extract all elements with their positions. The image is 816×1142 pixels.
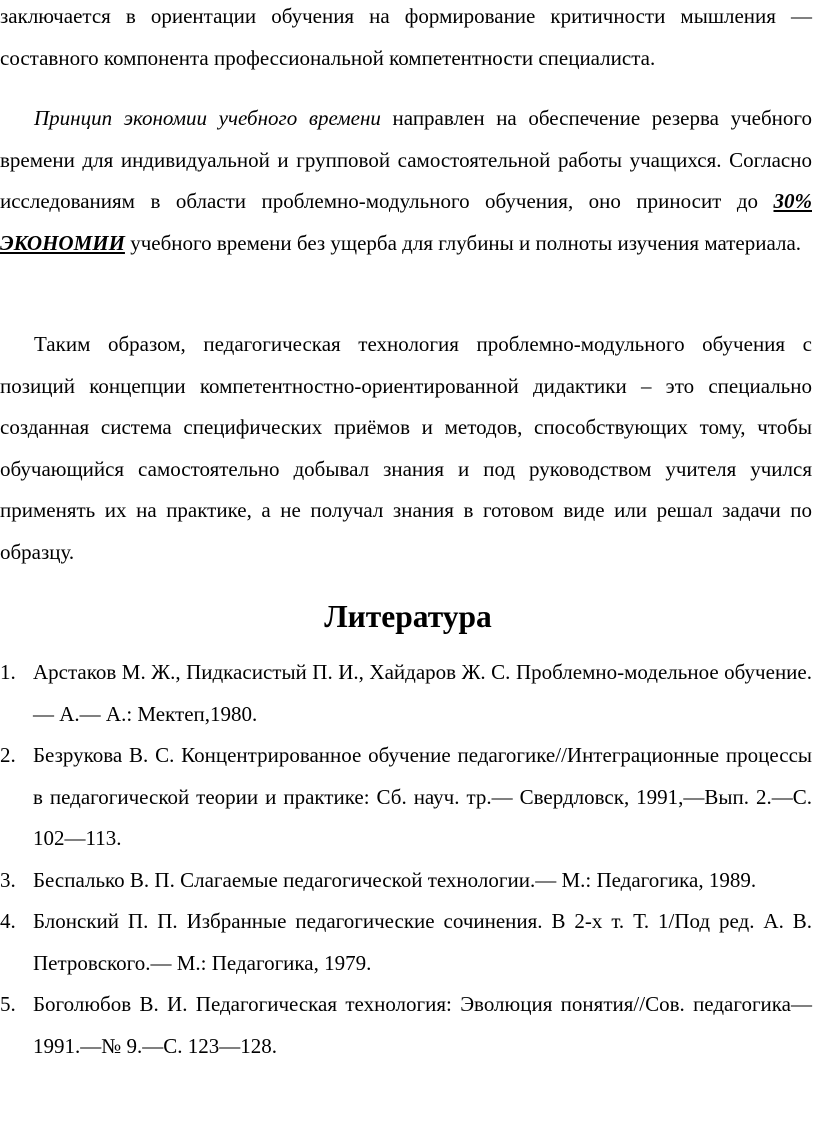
paragraph-text: направлен на обеспечение резерва учебного времени для индивидуальной и групповой самостоятельной работы учащихся. Согласно исследованиям в области проблемно-модульного обучения, оно приносит до bbox=[0, 106, 812, 213]
economy-emphasis: 30% ЭКОНОМИИ bbox=[0, 189, 812, 255]
reference-item bbox=[0, 901, 812, 984]
literature-heading: Литература bbox=[324, 599, 492, 634]
reference-text: Беспалько В. П. Слагаемые педагогической технологии.— М.: Педагогика, 1989. bbox=[33, 867, 757, 892]
reference-number: 5. bbox=[0, 992, 16, 1016]
reference-number: 1. bbox=[0, 660, 16, 684]
reference-item bbox=[0, 652, 812, 735]
reference-text: Блонский П. П. Избранные педагогические сочинения. В 2-х т. Т. 1/Под ред. А. В. Петровского.— М.: Педагогика, 1979. bbox=[33, 909, 812, 975]
paragraph-text: учебного времени без ущерба для глубины и полноты изучения материала. bbox=[124, 230, 802, 255]
reference-item bbox=[0, 860, 812, 902]
reference-number: 3. bbox=[0, 867, 16, 892]
paragraph-text: заключается в ориентации обучения на формирование критичности мышления — составного компонента профессиональной компетентности специалиста. bbox=[0, 4, 812, 70]
paragraph-conclusion bbox=[0, 324, 812, 573]
paragraph-time-economy bbox=[0, 98, 812, 264]
reference-text: Арстаков М. Ж., Пидкасистый П. И., Хайдаров Ж. С. Проблемно-модельное обучение.— А.— А.: Мектеп,1980. bbox=[33, 660, 812, 726]
paragraph-text: Таким образом, педагогическая технология проблемно-модульного обучения с позиций концепции компетентностно-ориентированной дидактики – это специально созданная система специфических приёмов и методов, способствующих тому, чтобы обучающийся самостоятельно добывал знания и под руководством учителя учился применять их на практике, а не получал знания в готовом виде или решал задачи по образцу. bbox=[0, 332, 812, 564]
principle-name: Принцип экономии учебного времени bbox=[34, 106, 381, 130]
reference-item bbox=[0, 735, 812, 860]
paragraph-continuation bbox=[0, 0, 812, 79]
reference-item bbox=[0, 984, 812, 1067]
reference-number: 2. bbox=[0, 743, 16, 767]
reference-list bbox=[0, 652, 812, 1067]
reference-number: 4. bbox=[0, 909, 16, 933]
reference-text: Боголюбов В. И. Педагогическая технология: Эволюция понятия//Сов. педагогика—1991.—№ 9.—С. 123—128. bbox=[33, 992, 812, 1058]
reference-text: Безрукова В. С. Концентрированное обучение педагогике//Интеграционные процессы в педагогической теории и практике: Сб. науч. тр.— Свердловск, 1991,—Вып. 2.—С. 102—113. bbox=[33, 743, 812, 850]
